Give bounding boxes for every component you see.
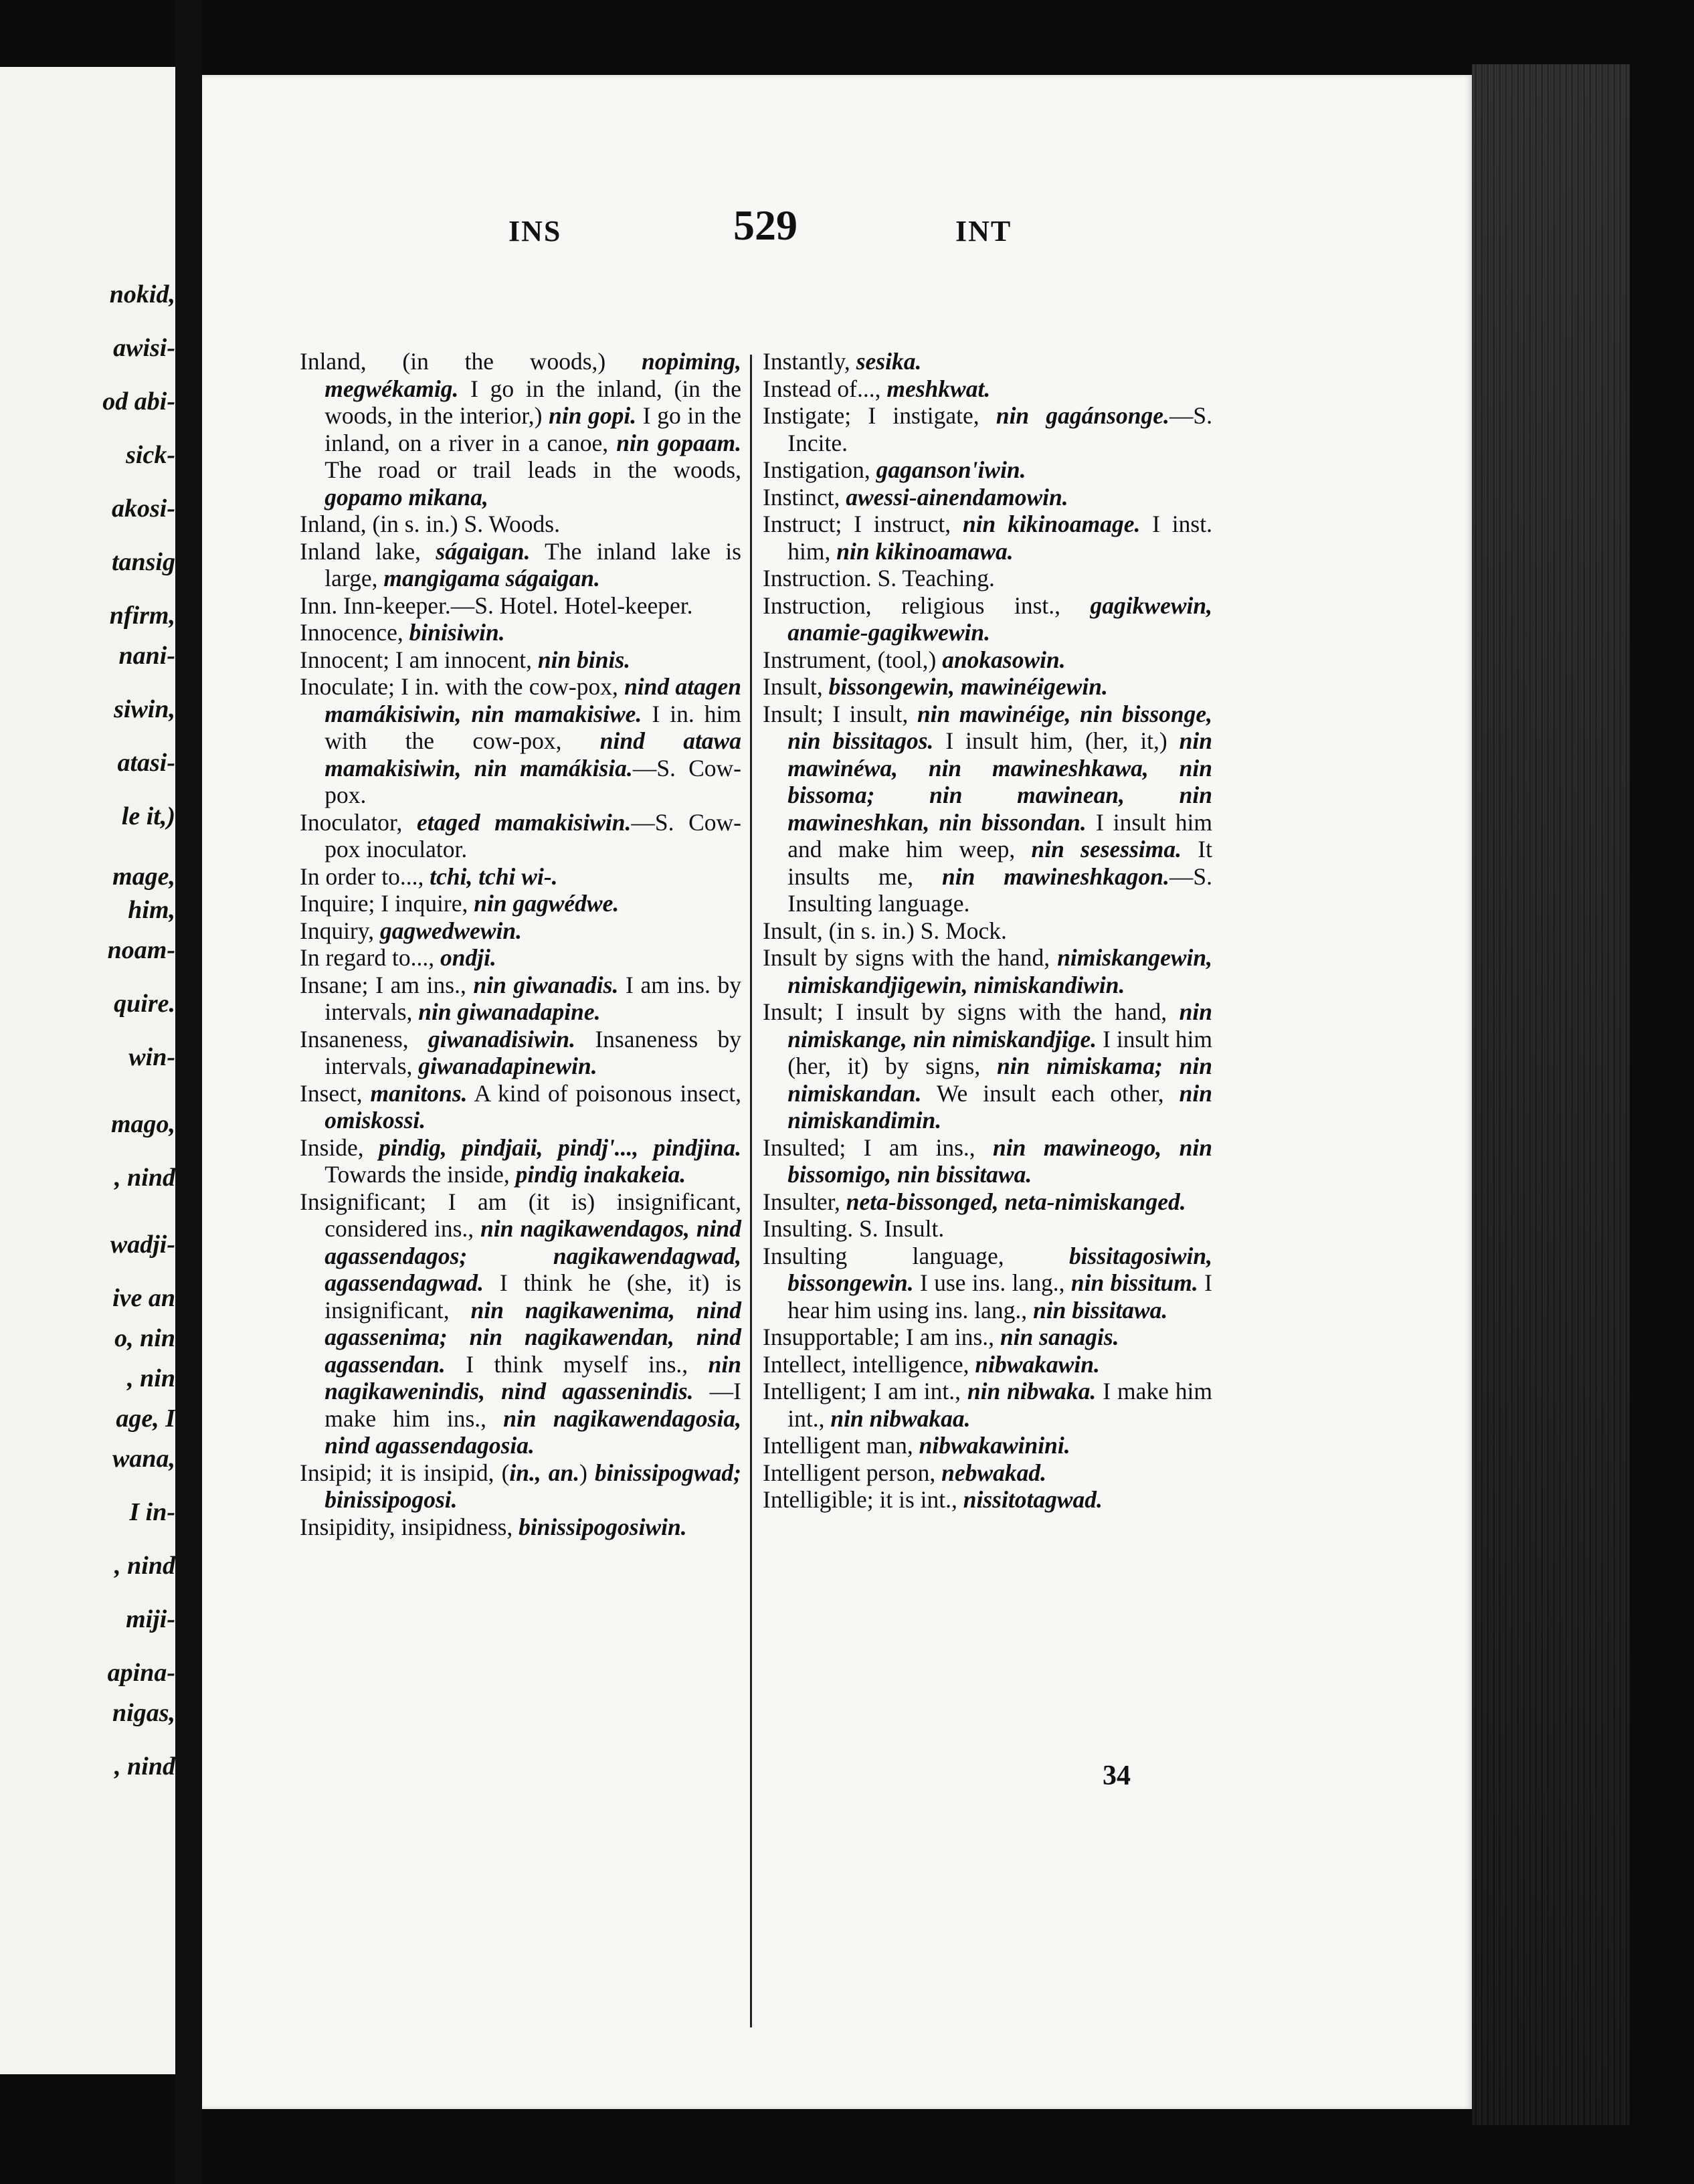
dictionary-entry xyxy=(763,998,1212,1134)
entry-text: —S. Cow-pox. xyxy=(324,754,742,808)
ojibwe-term: nin nibwaka. xyxy=(967,1378,1097,1404)
ojibwe-term: anokasowin. xyxy=(942,646,1066,673)
entry-text: The road or trail leads in the woods, xyxy=(324,456,741,483)
entry-text: Inn. Inn-keeper.—S. Hotel. Hotel-keeper. xyxy=(300,592,693,619)
entry-text: I in. him with the cow-pox, xyxy=(324,700,741,754)
dictionary-entry xyxy=(763,917,1212,945)
dictionary-entry xyxy=(763,1378,1212,1432)
ojibwe-term: nin mawinéwa, nin mawineshkawa, nin bissoma; nin mawinean, nin mawineshkan, nin bissondan. xyxy=(787,727,1212,836)
entry-text: Insupportable; I am ins., xyxy=(763,1324,1000,1350)
entry-text: Inland, (in s. in.) S. Woods. xyxy=(300,511,560,537)
ojibwe-term: manitons. xyxy=(370,1079,468,1107)
ojibwe-term: mangigama ságaigan. xyxy=(383,565,600,592)
entry-text: Insipid; it is insipid, ( xyxy=(300,1459,510,1486)
ojibwe-term: nin nimiskama; nin nimiskandan. xyxy=(787,1053,1212,1107)
dictionary-entry xyxy=(300,890,741,917)
entry-text: In order to..., xyxy=(300,862,430,890)
entry-text: It insults me, xyxy=(787,836,1212,890)
entry-text: Insulting. S. Insult. xyxy=(763,1215,945,1242)
running-head-right: INT xyxy=(955,215,1012,248)
entry-text: Insect, xyxy=(300,1079,371,1107)
entry-text: I am ins. by intervals, xyxy=(324,971,741,1025)
entry-text: Insignificant; I am (it is) insignificant, considered ins., xyxy=(300,1188,741,1242)
facing-page-text: le it,) xyxy=(121,802,175,830)
ojibwe-term: nin gopaam. xyxy=(616,429,741,456)
entry-text: —S. Incite. xyxy=(787,402,1212,456)
dictionary-entry xyxy=(763,1351,1212,1378)
book-gutter xyxy=(175,0,202,2184)
dictionary-entry xyxy=(300,1188,741,1459)
facing-page-text: quire. xyxy=(114,990,175,1018)
entry-text: Instinct, xyxy=(763,483,846,511)
entry-text: Insulter, xyxy=(763,1188,846,1215)
entry-text: Insult, xyxy=(763,673,829,700)
entry-text: Insaneness, xyxy=(300,1025,429,1053)
facing-page-text: apina- xyxy=(107,1659,175,1687)
entry-text: Insult; I insult by signs with the hand, xyxy=(763,998,1180,1025)
dictionary-entry xyxy=(300,348,741,511)
entry-text: Inland, (in the woods,) xyxy=(300,348,642,375)
facing-page-text: nokid, xyxy=(109,280,175,308)
ojibwe-term: nimiskangewin, nimiskandjigewin, nimiskandiwin. xyxy=(787,944,1212,998)
dictionary-entry xyxy=(300,619,741,646)
facing-page-text: him, xyxy=(128,896,175,924)
ojibwe-term: nin mawineogo, nin bissomigo, nin bissitawa. xyxy=(787,1133,1212,1188)
entry-text: Inland lake, xyxy=(300,537,436,565)
ojibwe-term: nin mawinéige, nin bissonge, nin bissitagos. xyxy=(787,700,1213,754)
ojibwe-term: tchi, tchi wi-. xyxy=(430,862,558,890)
column-rule xyxy=(750,355,752,2027)
entry-text: ) xyxy=(579,1459,595,1486)
dictionary-entry xyxy=(300,646,741,674)
facing-page-text: , nind xyxy=(114,1752,175,1781)
dictionary-entry xyxy=(300,1514,741,1541)
entry-text: Insulting language, xyxy=(763,1242,1069,1269)
facing-page-text: win- xyxy=(128,1043,175,1071)
ojibwe-term: nin nagikawendagosia, nind agassendagosia. xyxy=(324,1404,741,1459)
facing-page-text: , nind xyxy=(114,1552,175,1580)
dictionary-entry xyxy=(300,673,741,809)
signature-mark: 34 xyxy=(1103,1760,1131,1791)
entry-text: Insult; I insult, xyxy=(763,700,917,727)
ojibwe-term: etaged mamakisiwin. xyxy=(416,808,632,836)
dictionary-entry xyxy=(300,592,741,620)
ojibwe-term: nin kikinoamawa. xyxy=(836,537,1014,565)
entry-text: Inside, xyxy=(300,1133,379,1161)
facing-page-text: tansig xyxy=(111,548,175,576)
ojibwe-term: nin giwanadis. xyxy=(473,971,619,998)
ojibwe-term: gopamo mikana, xyxy=(324,483,488,511)
dictionary-entry xyxy=(763,646,1212,674)
facing-page-text: , nind xyxy=(114,1164,175,1192)
dictionary-entry xyxy=(763,511,1212,565)
dictionary-entry xyxy=(763,701,1212,917)
entry-text: Instrument, (tool,) xyxy=(763,646,943,673)
facing-page-text: akosi- xyxy=(112,494,175,523)
dictionary-entry xyxy=(300,809,741,863)
dictionary-entry xyxy=(300,863,741,891)
dictionary-entry xyxy=(300,1459,741,1514)
dictionary-entry xyxy=(763,1215,1212,1243)
ojibwe-term: nin nibwakaa. xyxy=(830,1404,971,1432)
ojibwe-term: binisiwin. xyxy=(409,619,505,646)
dictionary-entry xyxy=(300,1080,741,1134)
entry-text: Insaneness by intervals, xyxy=(324,1025,741,1079)
entry-text: I insult him and make him weep, xyxy=(787,808,1212,862)
entry-text: Intellect, intelligence, xyxy=(763,1350,975,1378)
entry-text: The inland lake is large, xyxy=(324,537,741,592)
ojibwe-term: meshkwat. xyxy=(886,375,991,402)
dictionary-entry xyxy=(763,456,1212,484)
ojibwe-term: bissongewin, mawinéigewin. xyxy=(828,673,1108,700)
ojibwe-term: nibwakawinini. xyxy=(919,1432,1070,1459)
entry-text: I go in the inland, (in the woods, in the interior,) xyxy=(324,375,741,429)
ojibwe-term: nin nagikawenindis, nind agassenindis. xyxy=(324,1350,741,1404)
dictionary-entry xyxy=(763,348,1212,375)
entry-text: Insane; I am ins., xyxy=(300,971,474,998)
dictionary-entry xyxy=(763,375,1212,403)
dictionary-entry xyxy=(300,511,741,538)
entry-text: Insult, (in s. in.) S. Mock. xyxy=(763,917,1007,944)
entry-text: Inoculator, xyxy=(300,808,417,836)
ojibwe-term: nin gopi. xyxy=(549,402,637,429)
entry-text: I hear him using ins. lang., xyxy=(787,1269,1212,1324)
dictionary-entry xyxy=(300,972,741,1026)
entry-text: Innocence, xyxy=(300,619,409,646)
entry-text: Inquiry, xyxy=(300,917,380,944)
running-head-left: INS xyxy=(508,215,562,248)
dictionary-entry xyxy=(763,1324,1212,1351)
dictionary-entry xyxy=(763,402,1212,456)
facing-page-text: nfirm, xyxy=(109,602,175,630)
right-column xyxy=(763,348,1212,2034)
ojibwe-term: nopiming, megwékamig. xyxy=(324,348,741,402)
entry-text: Instead of..., xyxy=(763,375,887,402)
dictionary-entry xyxy=(300,917,741,945)
ojibwe-term: sesika. xyxy=(856,348,922,375)
dictionary-entry xyxy=(300,538,741,592)
dictionary-entry xyxy=(763,1486,1212,1514)
dictionary-entry xyxy=(763,484,1212,511)
ojibwe-term: nin nagikawenima, nind agassenima; nin nagikawendan, nind agassendan. xyxy=(324,1296,741,1378)
entry-text: Instruct; I instruct, xyxy=(763,511,963,537)
entry-text: In regard to..., xyxy=(300,944,440,971)
entry-text: Instantly, xyxy=(763,348,856,375)
ojibwe-term: nebwakad. xyxy=(941,1459,1046,1486)
ojibwe-term: giwanadisiwin. xyxy=(428,1025,576,1053)
facing-page-text: awisi- xyxy=(113,334,175,362)
entry-text: Insulted; I am ins., xyxy=(763,1133,994,1161)
ojibwe-term: nin giwanadapine. xyxy=(418,998,601,1025)
dictionary-entry xyxy=(763,592,1212,646)
facing-page-text: nigas, xyxy=(112,1699,175,1727)
ojibwe-term: omiskossi. xyxy=(324,1107,426,1133)
page-number: 529 xyxy=(733,201,797,249)
page-fore-edge xyxy=(1472,64,1630,2125)
ojibwe-term: nin binis. xyxy=(537,646,631,673)
entry-text: Insipidity, insipidness, xyxy=(300,1513,519,1540)
ojibwe-term: nissitotagwad. xyxy=(963,1486,1103,1513)
ojibwe-term: nin sesessima. xyxy=(1031,836,1182,862)
ojibwe-term: nind atawa mamakisiwin, nin mamákisia. xyxy=(324,727,741,782)
ojibwe-term: neta-bissonged, neta-nimiskanged. xyxy=(846,1188,1186,1215)
entry-text: Instruction. S. Teaching. xyxy=(763,565,995,592)
dictionary-entry xyxy=(763,1432,1212,1459)
entry-text: Intelligent person, xyxy=(763,1459,942,1486)
ojibwe-term: nin gagwédwe. xyxy=(474,890,620,917)
ojibwe-term: nin bissitum. xyxy=(1070,1269,1198,1296)
entry-text: Inquire; I inquire, xyxy=(300,890,474,917)
ojibwe-term: pindig, pindjaii, pindj'..., pindjina. xyxy=(379,1133,741,1161)
dictionary-entry xyxy=(763,565,1212,592)
ojibwe-term: nin sanagis. xyxy=(1000,1324,1119,1350)
entry-text: I think he (she, it) is insignificant, xyxy=(324,1269,741,1324)
facing-page-text: atasi- xyxy=(117,749,175,777)
facing-page-text: mage, xyxy=(112,862,175,891)
facing-page-text: I in- xyxy=(129,1498,175,1526)
ojibwe-term: nin mawineshkagon. xyxy=(942,862,1169,890)
facing-page-text: ive an xyxy=(112,1284,175,1312)
facing-page-fragment xyxy=(0,67,175,2074)
entry-text: Intelligent man, xyxy=(763,1432,919,1459)
dictionary-entry xyxy=(763,1243,1212,1324)
entry-text: I go in the inland, on a river in a canoe, xyxy=(324,402,742,456)
entry-text: I insult him, (her, it,) xyxy=(933,727,1180,754)
dictionary-entry xyxy=(763,673,1212,701)
ojibwe-term: nin nimiskange, nin nimiskandjige. xyxy=(787,998,1212,1053)
entry-text: Inoculate; I in. with the cow-pox, xyxy=(300,673,625,700)
entry-text: A kind of poisonous insect, xyxy=(467,1079,741,1107)
facing-page-text: sick- xyxy=(126,441,175,469)
entry-text: Instigate; I instigate, xyxy=(763,402,996,429)
ojibwe-term: awessi-ainendamowin. xyxy=(846,483,1068,511)
facing-page-text: wana, xyxy=(112,1445,175,1473)
facing-page-text: nani- xyxy=(118,642,175,670)
ojibwe-term: ságaigan. xyxy=(436,537,531,565)
entry-text: Innocent; I am innocent, xyxy=(300,646,538,673)
entry-text: I insult him (her, it) by signs, xyxy=(787,1025,1213,1079)
ojibwe-term: nin nimiskandimin. xyxy=(787,1079,1212,1133)
ojibwe-term: nin nagikawendagos, nind agassendagos; nagikawendagwad, agassendagwad. xyxy=(324,1215,741,1296)
facing-page-text: siwin, xyxy=(114,695,175,723)
entry-text: We insult each other, xyxy=(921,1079,1180,1107)
entry-text: —I make him ins., xyxy=(324,1378,741,1432)
ojibwe-term: nin bissitawa. xyxy=(1033,1296,1168,1324)
entry-text: —S. Cow-pox inoculator. xyxy=(324,808,741,862)
entry-text: Instigation, xyxy=(763,456,876,483)
dictionary-entry xyxy=(763,944,1212,998)
dictionary-entry xyxy=(763,1134,1212,1188)
dictionary-entry xyxy=(763,1188,1212,1216)
entry-text: Intelligible; it is int., xyxy=(763,1486,963,1513)
entry-text: I make him int., xyxy=(787,1378,1212,1432)
entry-text: Instruction, religious inst., xyxy=(763,592,1091,619)
ojibwe-term: nin kikinoamage. xyxy=(962,511,1141,537)
ojibwe-term: binissipogosiwin. xyxy=(519,1513,687,1540)
facing-page-text: age, I xyxy=(116,1404,175,1433)
ojibwe-term: gaganson'iwin. xyxy=(876,456,1026,483)
facing-page-text: o, nin xyxy=(114,1324,175,1352)
ojibwe-term: gagikwewin, anamie-gagikwewin. xyxy=(787,592,1212,646)
entry-text: I use ins. lang., xyxy=(913,1269,1071,1296)
entry-text: Intelligent; I am int., xyxy=(763,1378,967,1404)
facing-page-text: wadji- xyxy=(110,1231,175,1259)
entry-text: I inst. him, xyxy=(787,511,1212,565)
entry-text: Towards the inside, xyxy=(324,1161,516,1188)
dictionary-entry xyxy=(763,1459,1212,1487)
ojibwe-term: pindig inakakeia. xyxy=(515,1161,686,1188)
dictionary-entry xyxy=(300,1134,741,1188)
entry-text: —S. Insulting language. xyxy=(787,862,1213,917)
ojibwe-term: nibwakawin. xyxy=(975,1350,1100,1378)
facing-page-text: od abi- xyxy=(102,387,175,416)
ojibwe-term: binissipogwad; binissipogosi. xyxy=(324,1459,741,1513)
ojibwe-term: bissitagosiwin, bissongewin. xyxy=(787,1242,1212,1296)
ojibwe-term: in., an. xyxy=(509,1459,580,1486)
facing-page-text: , nin xyxy=(127,1364,175,1392)
ojibwe-term: gagwedwewin. xyxy=(379,917,522,944)
dictionary-entry xyxy=(300,944,741,972)
entry-text: Insult by signs with the hand, xyxy=(763,944,1058,971)
ojibwe-term: giwanadapinewin. xyxy=(418,1053,597,1079)
entry-text: I think myself ins., xyxy=(445,1350,709,1378)
ojibwe-term: nind atagen mamákisiwin, nin mamakisiwe. xyxy=(324,673,741,727)
facing-page-text: mago, xyxy=(110,1110,175,1138)
ojibwe-term: ondji. xyxy=(440,944,496,971)
ojibwe-term: nin gagánsonge. xyxy=(996,402,1169,429)
left-column xyxy=(300,348,741,2034)
dictionary-entry xyxy=(300,1026,741,1080)
facing-page-text: noam- xyxy=(107,936,175,964)
facing-page-text: miji- xyxy=(126,1605,175,1633)
